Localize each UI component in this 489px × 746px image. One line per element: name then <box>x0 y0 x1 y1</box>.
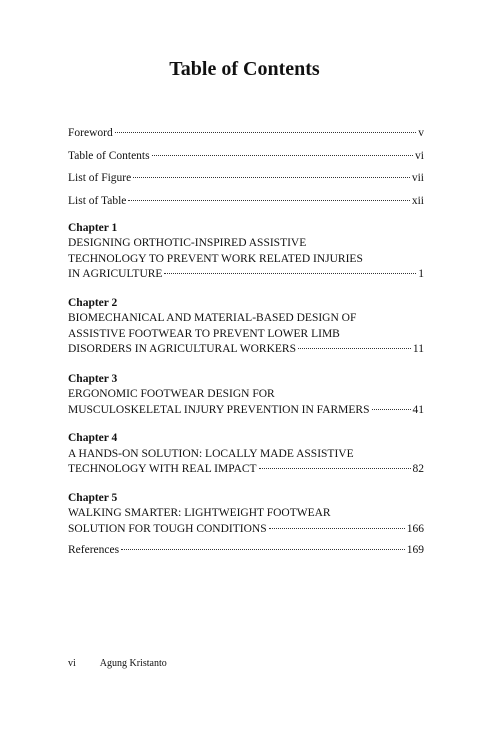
dot-leader <box>152 155 413 156</box>
chapter-title-last-line <box>68 522 424 538</box>
toc-chapter-5[interactable] <box>68 491 424 538</box>
chapter-heading: Chapter 3 <box>68 372 118 385</box>
toc-entry-label: References <box>68 544 120 556</box>
chapter-title-line: BIOMECHANICAL AND MATERIAL-BASED DESIGN OF <box>68 312 357 324</box>
toc-entry-foreword[interactable] <box>68 126 424 149</box>
dot-leader <box>372 409 411 410</box>
chapter-heading: Chapter 2 <box>68 296 118 309</box>
chapter-title-last-line <box>68 403 424 419</box>
toc-entry-references[interactable] <box>68 543 424 566</box>
toc-entry-page: 11 <box>412 343 424 355</box>
footer-page-number: vi <box>68 658 76 669</box>
dot-leader <box>269 528 405 529</box>
toc-entry-label: List of Table <box>68 194 127 207</box>
dot-leader <box>133 177 410 178</box>
toc-entry-page: xii <box>411 194 424 207</box>
chapter-title-line: WALKING SMARTER: LIGHTWEIGHT FOOTWEAR <box>68 507 331 519</box>
chapter-title-line: ASSISTIVE FOOTWEAR TO PREVENT LOWER LIMB <box>68 327 340 340</box>
chapter-heading: Chapter 5 <box>68 491 118 504</box>
dot-leader <box>259 468 411 469</box>
toc-entry-label: Table of Contents <box>68 149 150 162</box>
toc-entry-page: vi <box>415 149 424 162</box>
chapter-heading: Chapter 1 <box>68 221 118 234</box>
toc-entry-label: Foreword <box>68 127 113 139</box>
chapter-title-line: SOLUTION FOR TOUGH CONDITIONS <box>68 522 267 535</box>
toc-entry-page: 166 <box>406 522 424 535</box>
dot-leader <box>298 348 411 349</box>
toc-entry-page: v <box>418 127 424 139</box>
dot-leader <box>115 132 417 133</box>
footer-author: Agung Kristanto <box>99 658 167 669</box>
chapter-title-last-line <box>68 462 424 478</box>
toc-entry-page: 1 <box>418 268 424 280</box>
toc-entry-page: vii <box>411 172 424 184</box>
chapter-heading: Chapter 4 <box>68 432 118 444</box>
toc-chapter-1[interactable] <box>68 221 424 283</box>
toc-entry-page: 82 <box>412 463 424 475</box>
toc-entry-page: 41 <box>412 403 424 416</box>
chapter-title-last-line <box>68 342 424 358</box>
toc-entry-table-of-contents[interactable] <box>68 149 424 172</box>
toc-chapter-3[interactable] <box>68 372 424 419</box>
chapter-title-line: A HANDS-ON SOLUTION: LOCALLY MADE ASSISTIVE <box>68 447 354 460</box>
chapter-title-last-line <box>68 267 424 283</box>
table-of-contents <box>68 126 424 566</box>
page-footer <box>68 658 167 669</box>
dot-leader <box>121 549 405 550</box>
chapter-title-line: TECHNOLOGY WITH REAL IMPACT <box>68 463 257 475</box>
toc-chapter-2[interactable] <box>68 296 424 358</box>
chapter-title-line: MUSCULOSKELETAL INJURY PREVENTION IN FARMERS <box>68 403 370 416</box>
page-title: Table of Contents <box>169 58 320 80</box>
dot-leader <box>128 200 409 201</box>
chapter-title-line: DISORDERS IN AGRICULTURAL WORKERS <box>68 343 297 355</box>
toc-entry-list-of-figure[interactable] <box>68 171 424 194</box>
chapter-title-line: TECHNOLOGY TO PREVENT WORK RELATED INJURIES <box>68 252 363 265</box>
chapter-title-line: IN AGRICULTURE <box>68 268 163 280</box>
dot-leader <box>164 273 416 274</box>
toc-entry-list-of-table[interactable] <box>68 194 424 221</box>
chapter-title-line: DESIGNING ORTHOTIC-INSPIRED ASSISTIVE <box>68 237 307 249</box>
toc-entry-page: 169 <box>406 544 424 556</box>
chapter-title-line: ERGONOMIC FOOTWEAR DESIGN FOR <box>68 388 275 400</box>
toc-chapter-4[interactable] <box>68 431 424 478</box>
toc-entry-label: List of Figure <box>68 172 132 184</box>
